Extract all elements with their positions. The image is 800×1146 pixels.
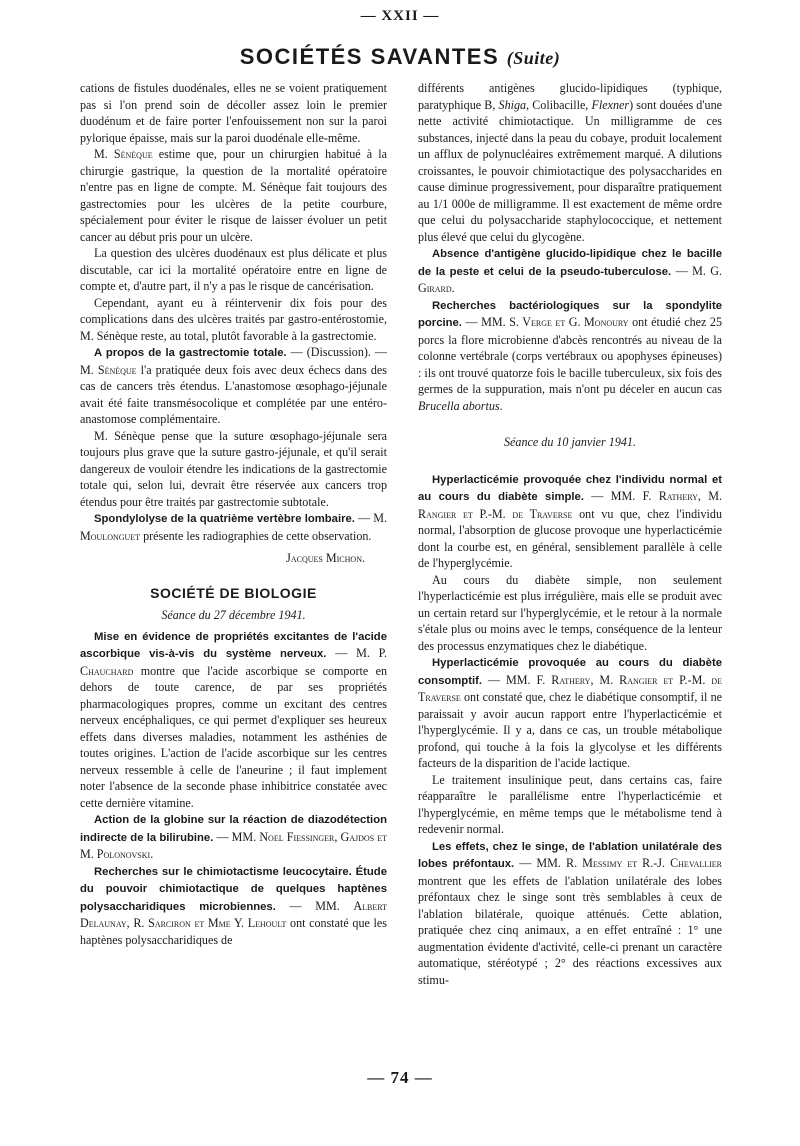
running-title (0, 44, 800, 70)
paragraph (418, 471, 722, 572)
paragraph: M. Sénèque pense que la suture œsophago-jéjunale sera toujours plus grave que la suture gastro-jéjunale, et qu'il serait dangereux de vouloir étendre les indications de la gastrectomie totale qui, selon lui, devrait être réservée aux cancers trop étendus pour être traités par gastrectomie subtotale. (80, 428, 387, 509)
paragraph (418, 80, 722, 245)
separator: — MM. (213, 829, 260, 844)
paragraph-text: . (499, 398, 503, 413)
communication-heading: Hyperlacticémie provoquée chez l'individu normal et au cours du diabète simple. (418, 473, 722, 503)
section-title: SOCIÉTÉ DE BIOLOGIE (150, 584, 317, 601)
paragraph-text: l'a pratiquée deux fois avec deux échecs dans des cas de cancers très étendus. L'anastomose œsophago-jéjunale avait été faite transmésocolique et complétée par une entéro-anastomose complémentaire. (80, 362, 387, 426)
author-name: R. Messimy et R.-J. Chevallier (566, 856, 723, 870)
author-signature: Jacques Michon. (286, 551, 365, 565)
separator: — (354, 511, 374, 525)
separator: — MM. (461, 315, 510, 329)
paragraph-text: montre que l'acide ascorbique se comporte en dehors de toute carence, de par ses propriétés pharmacologiques propres, comme un excitant des centres nerveux encéphaliques, ce qui permet d'expliquer ses heureux effets dans diverses maladies, notamment les asthénies de toutes origines. L'action de l'acide ascorbique sur les centres nerveux ressemble à celle de l'aneurine ; il faut implement noter l'absence de la seconde phase inhibitrice constatée avec cette dernière vitamine. (80, 663, 387, 810)
communication-heading: A propos de la gastrectomie totale. (94, 347, 287, 359)
paragraph (80, 344, 387, 428)
paragraph-text: montrent que les effets de l'ablation unilatérale des lobes préfontaux chez le singe sont très semblables à ceux de l'ablation bilatérale, quoique atténués. Cette ablation, pratiquée chez cinq animaux, a en effet entraîné : 1° une augmentation évidente d'activité, celle-ci prenant un caractère automatique, stéréotypé ; 2° des réactions excessives aux stimu- (418, 873, 722, 987)
separator: — (Discussion). — (286, 345, 387, 359)
running-title-main: SOCIÉTÉS SAVANTES (239, 44, 500, 69)
paragraph (418, 654, 722, 772)
communication-heading: Spondylolyse de la quatrième vertèbre lombaire. (94, 513, 355, 525)
paragraph (80, 146, 387, 245)
paragraph: cations de fistules duodénales, elles ne se voient pratiquement pas si l'on prend soin de décoller assez loin le premier duodénum et de faire porter l'enfouissement non sur la paroi pylorique épaisse, mais sur la paroi duodénale elle-même. (80, 81, 387, 145)
communication-heading: Hyperlacticémie provoquée au cours du diabète consomptif. (418, 657, 722, 687)
separator: — (326, 646, 357, 660)
communication-heading: Recherches bactériologiques sur la spondylite porcine. (418, 299, 722, 329)
paragraph-text: ont constaté que les haptènes polysaccharidiques de (80, 916, 387, 947)
paragraph-text: estime que, pour un chirurgien habitué à la chirurgie gastrique, la question de la mortalité opératoire n'entre pas en ligne de compte. M. Sénèque fait toujours des gastrectomies pour les ulcères de la petite courbure, spécialement pour éviter le risque de laisser évoluer un petit cancer au début pris pour un ulcère. (80, 147, 387, 244)
paragraph (418, 297, 722, 415)
paragraph (80, 628, 387, 812)
separator: — (671, 263, 693, 278)
bacterium-name: Brucella abortus (418, 398, 500, 413)
right-column (418, 80, 722, 988)
paragraph-text: , Colibacille, (526, 97, 592, 112)
paragraph-text: ont vu que, chez l'individu normal, l'absorption de glucose provoque une hyperlacticémie dont la courbe est, en général, sensiblement parallèle à celle de l'hyperglycémie. (418, 506, 722, 570)
paragraph (418, 245, 722, 297)
page-number: — 74 — (367, 1068, 433, 1087)
paragraph: La question des ulcères duodénaux est plus délicate et plus discutable, car ici la mortalité opératoire entre en ligne de compte et, d'autre part, il n'y a pas le risque de cancérisation. (80, 246, 387, 293)
paragraph-text: différents antigènes glucido-lipidiques (typhique, paratyphique B, (418, 81, 722, 112)
separator: — MM. (583, 489, 643, 503)
session-date: Séance du 27 décembre 1941. (161, 608, 306, 622)
author-name: Noel Fiessinger, Gajdos et M. Polonovski. (80, 829, 387, 861)
separator: — MM. (275, 898, 354, 913)
bacterium-name: Flexner (591, 97, 630, 112)
author-name: M. Moulonguet (80, 511, 388, 543)
communication-heading: Action de la globine sur la réaction de diazodétection indirecte de la bilirubine. (80, 814, 387, 844)
bacterium-name: Shiga (498, 97, 527, 112)
communication-heading: Absence d'antigène glucido-lipidique chez le bacille de la peste et celui de la pseudo-tuberculose. (418, 248, 722, 278)
separator: — MM. (482, 672, 537, 687)
paragraph: Le traitement insulinique peut, dans certains cas, faire réapparaître le parallélisme entre l'hyperlacticémie et l'hyperglycémie, en même temps que le métabolisme tend à redevenir normal. (418, 772, 722, 836)
paragraph (418, 838, 722, 989)
paragraph-text: ont étudié chez 25 porcs la flore microbienne d'abcès rencontrés au niveau de la colonne vertébrale (corps vertébraux ou apophyses épineuses) : ils ont trouvé quatorze fois le bacille tuberculeux, six fois des germes de la suppuration, mais n'ont pu déceler en aucun cas (418, 315, 723, 396)
paragraph (80, 811, 387, 863)
separator: — MM. (514, 856, 567, 870)
author-name: Albert Delaunay, R. Sarciron et Mme Y. Lehoult (80, 898, 387, 930)
session-date: Séance du 10 janvier 1941. (504, 435, 636, 449)
paragraph: Au cours du diabète simple, non seulement l'hyperlacticémie est plus irrégulière, mais elle se produit avec un certain retard sur l'hyperglycémie, et le retour à la normale s'étale plus ou moins avec le temps, conséquence de la lenteur des processus enzymatiques chez le diabétique. (418, 572, 722, 653)
paragraph-text: présente les radiographies de cette observation. (140, 528, 372, 543)
paragraph-text: ont constaté que, chez le diabétique consomptif, il ne paraissait y avoir aucun rapport entre l'hyperlacticémie et l'hyperglycémie. Il y a, dans ce cas, un trouble métabolique profond, qui touche à la fois la glycolyse et les différents facteurs de la disparition de l'acide lactique. (418, 690, 722, 770)
left-column (80, 80, 387, 948)
paragraph (80, 510, 387, 544)
communication-heading: Recherches sur le chimiotactisme leucocytaire. Étude du pouvoir chimiotactique de quelques haptènes polysaccharidiques microbiennes. (80, 865, 387, 913)
communication-heading: Mise en évidence de propriétés excitantes de l'acide ascorbique vis-à-vis du système nerveux. (80, 630, 387, 660)
paragraph: Cependant, ayant eu à réintervenir dix fois pour des complications dans des ulcères traités par gastro-entérostomie, M. Sénèque reste, au total, plutôt favorable à la gastrectomie. (80, 295, 387, 343)
author-name: M. Sénèque (94, 147, 153, 161)
running-title-suffix: (Suite) (506, 48, 561, 68)
paragraph-text: ) sont douées d'une nette activité chimiotactique. Un milligramme de ces substances, injecté dans la peau du cobaye, produit localement un afflux de polynucléaires extrêmement marqué. A dilutions croissantes, le pouvoir chimiotactique des polysaccharides en cause diminue progressivement, pour disparaître pratiquement au 1/1 000e de milligramme. Il est exactement de même ordre que celui du polysaccharide staphylococcique, et nettement plus élevé que celui du glycogène. (418, 97, 722, 244)
author-name: S. Verge et G. Monoury (509, 315, 629, 329)
author-name: F. Rathery, M. Rangier et P.-M. de Traverse (418, 489, 723, 521)
author-name: M. Sénèque (80, 362, 137, 377)
paragraph (80, 863, 387, 949)
author-name: F. Rathery, M. Rangier et P.-M. de Traverse (418, 672, 722, 704)
communication-heading: Les effets, chez le singe, de l'ablation unilatérale des lobes préfontaux. (418, 840, 722, 870)
author-name: M. G. Girard. (418, 263, 722, 295)
author-name: M. P. Chauchard (80, 646, 388, 678)
roman-page-folio: — XXII — (360, 8, 440, 24)
